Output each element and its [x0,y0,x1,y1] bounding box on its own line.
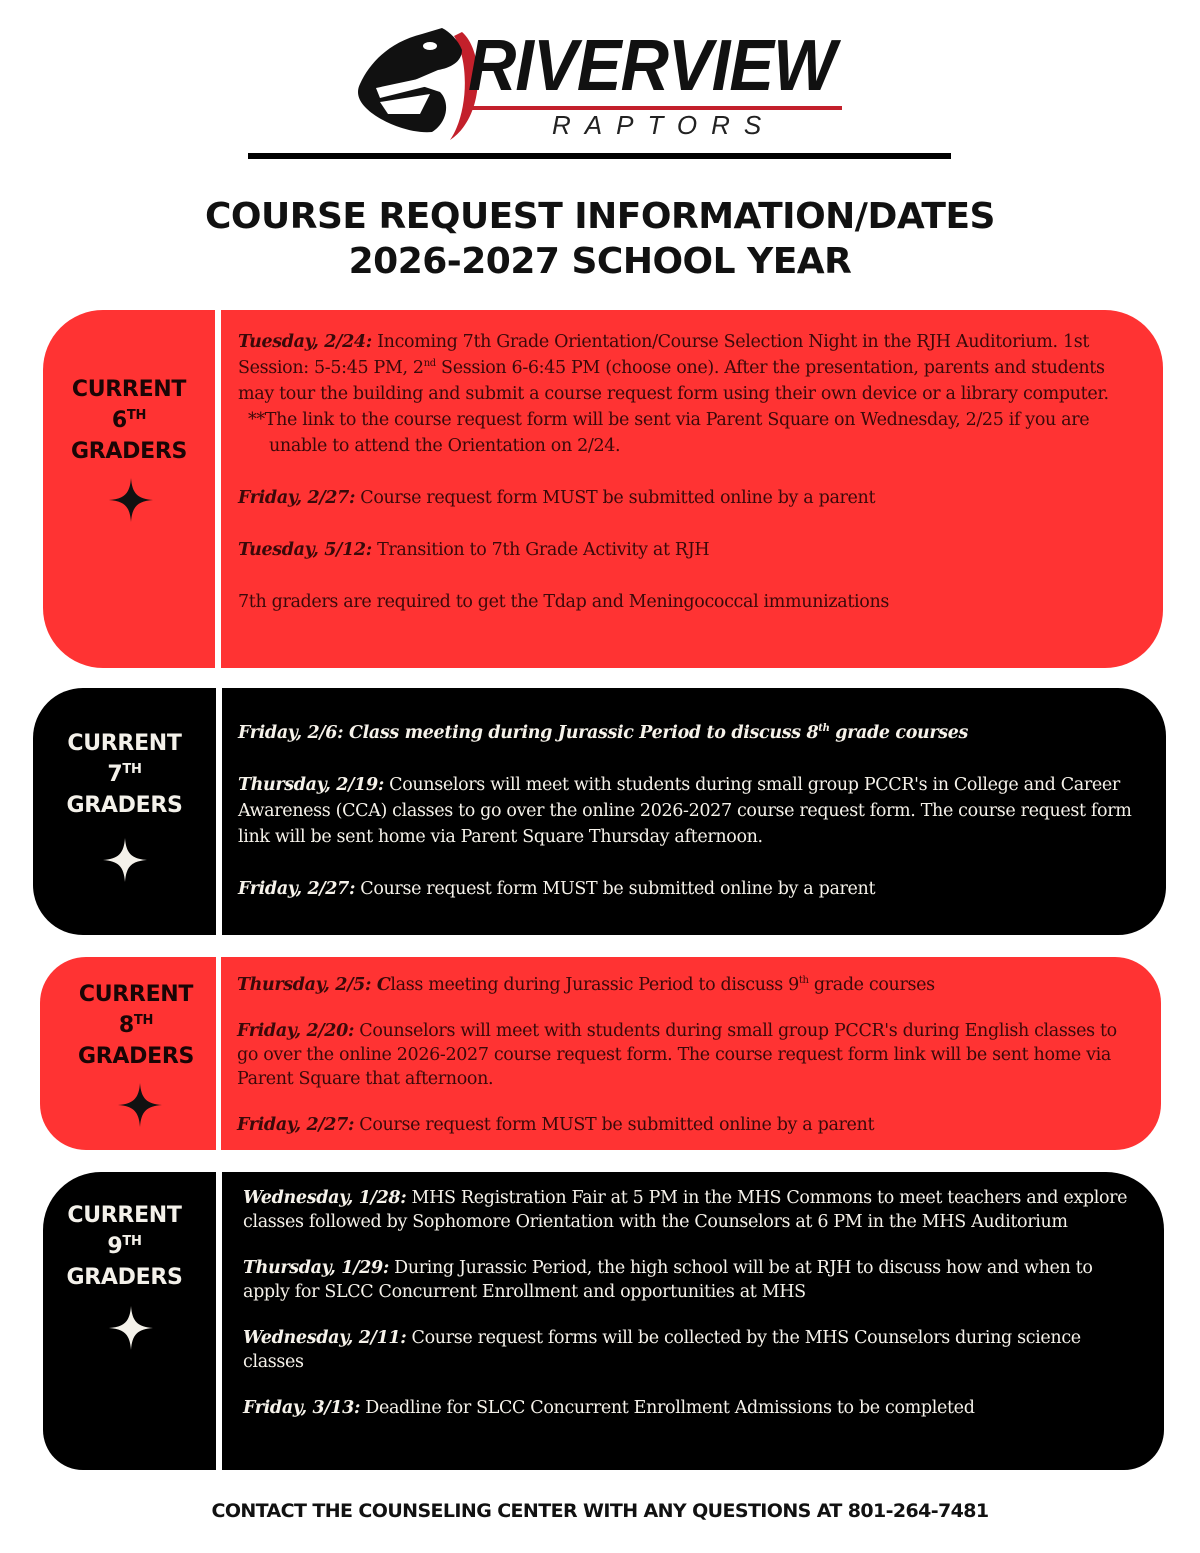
sparkle-star-icon [118,1083,162,1127]
sparkle-star-icon [109,1306,153,1350]
page-title-line-2: 2026-2027 SCHOOL YEAR [348,241,852,282]
grade-label-block [33,688,216,935]
event-item: Tuesday, 2/24: Incoming 7th Grade Orientation/Course Selection Night in the RJH Auditorium. 1st Session: 5-5:45 PM, 2nd Session 6-6:45 PM (choose one). After the presentation, parents and students may tour the building and submit a course request form using their own device or a library computer. **The link to the course request form will be sent via Parent Square on Wednesday, 2/25 if you are unable to attend the Orientation on 2/24. [238,329,1143,459]
event-date: Friday, 2/27: [238,879,356,899]
event-item: Thursday, 1/29: During Jurassic Period, the high school will be at RJH to discuss how and when to apply for SLCC Concurrent Enrollment and opportunities at MHS [243,1258,1093,1302]
panel-content [221,957,1161,1150]
sparkle-star-icon [109,478,153,522]
grade-label-block [43,310,215,668]
grade-label: CURRENT 8TH GRADERS [78,982,194,1069]
logo-school-name: RIVERVIEW [468,26,836,106]
event-item: Tuesday, 5/12: Transition to 7th Grade Activity at RJH [238,540,710,560]
event-date: Friday, 2/27: [238,488,356,508]
event-date: Tuesday, 5/12: [238,540,372,560]
event-item: Friday, 2/6: Class meeting during Jurassic Period to discuss 8th grade courses [238,723,969,743]
grade-label-block [43,1172,216,1470]
event-item: Friday, 3/13: Deadline for SLCC Concurrent Enrollment Admissions to be completed [243,1398,975,1418]
grade-label: CURRENT 6TH GRADERS [71,377,187,464]
header-divider [248,153,951,159]
event-item: Thursday, 2/19: Counselors will meet with students during small group PCCR's in College and Career Awareness (CCA) classes to go over the online 2026-2027 course request form. The course request form link will be sent home via Parent Square Thursday afternoon. [238,775,1132,847]
page-title [0,194,1200,284]
event-item: Thursday, 2/5: Class meeting during Jurassic Period to discuss 9th grade courses [237,975,935,995]
event-item: Friday, 2/27: Course request form MUST be submitted online by a parent [238,488,876,508]
event-date: Thursday, 2/5: C [237,975,391,995]
event-item: Wednesday, 2/11: Course request forms will be collected by the MHS Counselors during science classes [243,1328,1081,1372]
contact-footer: CONTACT THE COUNSELING CENTER WITH ANY QUESTIONS AT 801-264-7481 [211,1500,989,1522]
panel-current-9th-graders [0,1172,1200,1470]
panel-content [222,688,1166,935]
panel-content [222,1172,1164,1470]
event-date: Friday, 2/20: [237,1021,355,1041]
event-item: Friday, 2/20: Counselors will meet with students during small group PCCR's during English classes to go over the online 2026-2027 course request form. The course request form link will be sent home via Parent Square that afternoon. [237,1021,1117,1089]
event-date: Friday, 2/6: Class meeting during Jurassic Period to discuss 8 [238,723,819,743]
raptor-head-icon [350,22,480,142]
grade-label: CURRENT 9TH GRADERS [66,1203,183,1290]
event-date: Wednesday, 2/11: [243,1328,407,1348]
panel-current-7th-graders [0,688,1200,935]
logo-mascot-name: RAPTORS [552,110,776,140]
event-item: 7th graders are required to get the Tdap and Meningococcal immunizations [238,592,889,612]
event-date: Friday, 3/13: [243,1398,361,1418]
grade-label-block [40,957,216,1150]
grade-label: CURRENT 7TH GRADERS [66,731,183,818]
event-note: **The link to the course request form will be sent via Parent Square on Wednesday, 2/25 if you are unable to attend the Orientation on 2/24. [248,410,1090,456]
sparkle-star-icon [103,838,147,882]
page-title-line-1: COURSE REQUEST INFORMATION/DATES [205,196,995,237]
event-date: Thursday, 2/19: [238,775,384,795]
event-date: Friday, 2/27: [237,1115,355,1135]
event-date: Wednesday, 1/28: [243,1188,407,1208]
panel-current-8th-graders [0,957,1200,1150]
school-logo [350,22,850,142]
panel-current-6th-graders [0,310,1200,668]
event-date: Thursday, 1/29: [243,1258,389,1278]
event-item: Friday, 2/27: Course request form MUST be submitted online by a parent [238,879,876,899]
panel-content [221,310,1163,668]
event-item: Friday, 2/27: Course request form MUST be submitted online by a parent [237,1115,875,1135]
event-item: Wednesday, 1/28: MHS Registration Fair at 5 PM in the MHS Commons to meet teachers and explore classes followed by Sophomore Orientation with the Counselors at 6 PM in the MHS Auditorium [243,1188,1128,1232]
event-date: Tuesday, 2/24: [238,332,372,352]
